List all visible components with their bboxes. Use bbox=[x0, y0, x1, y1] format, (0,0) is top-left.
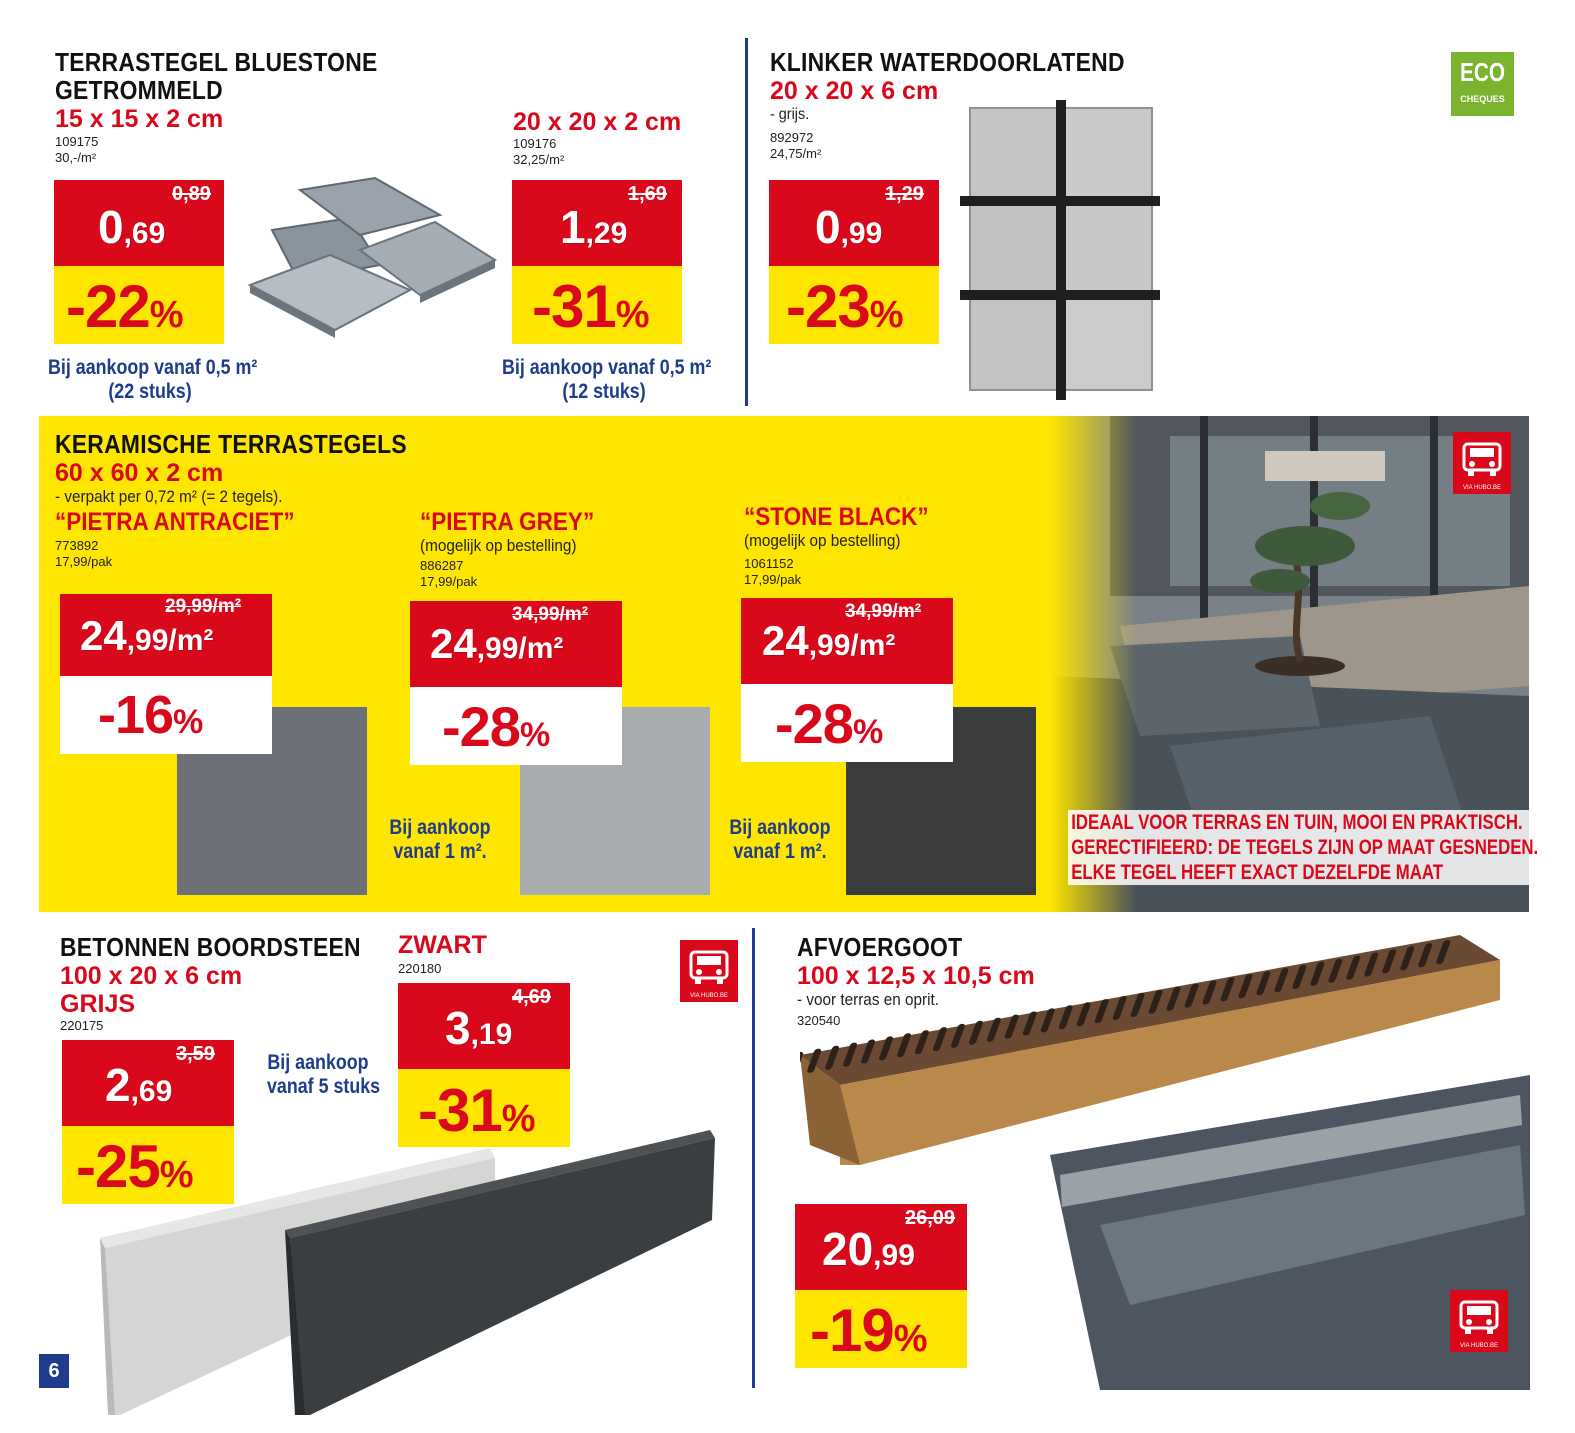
bluestone-v1-note-2: (22 stuks) bbox=[108, 380, 192, 403]
price-dec: ,69 bbox=[130, 1075, 173, 1108]
price-dec: ,99 bbox=[873, 1239, 915, 1272]
bluestone-title-2: GETROMMELD bbox=[55, 75, 223, 105]
discount: -19 bbox=[810, 1297, 894, 1364]
truck-label: VIA HUBO.BE bbox=[1459, 1343, 1498, 1349]
percent: % bbox=[149, 294, 184, 336]
p2-code: 886287 bbox=[420, 558, 464, 573]
afvoergoot-dims: 100 x 12,5 x 10,5 cm bbox=[797, 962, 1035, 990]
percent: % bbox=[173, 703, 204, 741]
old-price: 4,69 bbox=[512, 986, 551, 1008]
klinker-desc: - grijs. bbox=[770, 106, 810, 123]
price-int: 0 bbox=[98, 201, 124, 253]
klinker-pavers-image bbox=[960, 100, 1160, 400]
p3-note-1: Bij aankoop bbox=[729, 816, 831, 839]
discount: -28 bbox=[775, 692, 853, 755]
old-price: 34,99/m² bbox=[512, 604, 589, 625]
delivery-truck-icon bbox=[1450, 1290, 1508, 1352]
p2-sub: (mogelijk op bestelling) bbox=[420, 536, 577, 555]
percent: % bbox=[615, 294, 650, 336]
klinker-dims: 20 x 20 x 6 cm bbox=[770, 77, 939, 105]
percent: % bbox=[159, 1154, 194, 1196]
bluestone-title-1: TERRASTEGEL BLUESTONE bbox=[55, 47, 378, 77]
p1-unit: 17,99/pak bbox=[55, 554, 113, 569]
percent: % bbox=[852, 713, 884, 751]
discount: -25 bbox=[76, 1133, 160, 1200]
delivery-truck-icon bbox=[680, 940, 738, 1002]
p2-note-1: Bij aankoop bbox=[389, 816, 491, 839]
price-int: 0 bbox=[815, 201, 841, 253]
boordsteen-note-2: vanaf 5 stuks bbox=[267, 1075, 381, 1098]
grijs-code: 220175 bbox=[60, 1018, 104, 1033]
bluestone-v2-note-1: Bij aankoop vanaf 0,5 m² bbox=[502, 356, 712, 379]
price-int: 3 bbox=[445, 1002, 471, 1054]
price-dec: ,99/m² bbox=[808, 629, 896, 662]
discount: -31 bbox=[418, 1077, 502, 1144]
old-price: 34,99/m² bbox=[845, 601, 922, 622]
boordsteen-dims: 100 x 20 x 6 cm bbox=[60, 962, 243, 990]
old-price: 29,99/m² bbox=[165, 596, 242, 617]
percent: % bbox=[501, 1098, 536, 1140]
old-price: 1,69 bbox=[628, 183, 667, 205]
zwart-label: ZWART bbox=[398, 931, 487, 959]
old-price: 1,29 bbox=[885, 183, 924, 205]
old-price: 3,59 bbox=[176, 1043, 215, 1065]
eco-line2: CHEQUES bbox=[1460, 94, 1505, 104]
bluestone-tiles-image bbox=[240, 160, 500, 340]
afvoergoot-title: AFVOERGOOT bbox=[797, 932, 963, 962]
boordsteen-note-1: Bij aankoop bbox=[267, 1051, 369, 1074]
p1-name: “PIETRA ANTRACIET” bbox=[55, 508, 295, 536]
price-dec: ,19 bbox=[470, 1018, 513, 1051]
p3-code: 1061152 bbox=[744, 556, 794, 571]
price-dec: ,29 bbox=[585, 217, 628, 250]
price-int: 1 bbox=[560, 201, 586, 253]
bluestone-v1-unit: 30,-/m² bbox=[55, 150, 97, 165]
afvoergoot-code: 320540 bbox=[797, 1013, 841, 1028]
p3-name: “STONE BLACK” bbox=[744, 503, 929, 531]
price-int: 24 bbox=[80, 612, 127, 659]
p3-sub: (mogelijk op bestelling) bbox=[744, 531, 901, 550]
keramisch-dims: 60 x 60 x 2 cm bbox=[55, 459, 224, 487]
zwart-code: 220180 bbox=[398, 961, 442, 976]
discount: -22 bbox=[66, 273, 150, 340]
price-int: 20 bbox=[822, 1223, 874, 1275]
price-int: 24 bbox=[430, 620, 477, 667]
bluestone-v2-note-2: (12 stuks) bbox=[562, 380, 646, 403]
p2-note-2: vanaf 1 m². bbox=[393, 840, 487, 863]
discount: -31 bbox=[532, 273, 616, 340]
price-dec: ,99 bbox=[840, 217, 883, 250]
truck-label: VIA HUBO.BE bbox=[1462, 485, 1501, 491]
p3-note-2: vanaf 1 m². bbox=[733, 840, 827, 863]
delivery-truck-icon bbox=[1453, 432, 1511, 494]
old-price: 0,89 bbox=[172, 183, 211, 205]
p2-name: “PIETRA GREY” bbox=[420, 508, 595, 536]
p1-code: 773892 bbox=[55, 538, 99, 553]
afvoergoot-desc: - voor terras en oprit. bbox=[797, 990, 940, 1009]
percent: % bbox=[869, 294, 904, 336]
keramisch-banner bbox=[1068, 810, 1575, 885]
bluestone-v1-code: 109175 bbox=[55, 134, 99, 149]
price-int: 2 bbox=[105, 1059, 131, 1111]
price-dec: ,99/m² bbox=[476, 632, 564, 665]
bluestone-v2-code: 109176 bbox=[513, 136, 557, 151]
bluestone-v1-dims: 15 x 15 x 2 cm bbox=[55, 105, 224, 133]
bluestone-v2-unit: 32,25/m² bbox=[513, 152, 565, 167]
discount: -16 bbox=[98, 685, 174, 745]
truck-label: VIA HUBO.BE bbox=[689, 993, 728, 999]
klinker-code: 892972 bbox=[770, 130, 814, 145]
banner-line-2: GERECTIFIEERD: DE TEGELS ZIJN OP MAAT GESNEDEN. bbox=[1068, 835, 1541, 860]
bluestone-v1-note-1: Bij aankoop vanaf 0,5 m² bbox=[48, 356, 258, 379]
percent: % bbox=[519, 716, 551, 754]
price-dec: ,69 bbox=[123, 217, 166, 250]
grijs-label: GRIJS bbox=[60, 990, 136, 1018]
section-divider-top bbox=[745, 38, 748, 406]
boordsteen-title: BETONNEN BOORDSTEEN bbox=[60, 932, 361, 962]
section-divider-bottom bbox=[752, 928, 755, 1388]
eco-cheques-badge bbox=[1451, 52, 1514, 116]
p2-unit: 17,99/pak bbox=[420, 574, 478, 589]
old-price: 26,09 bbox=[905, 1207, 956, 1229]
eco-line1: ECO bbox=[1459, 57, 1506, 87]
price-int: 24 bbox=[762, 617, 809, 664]
klinker-title: KLINKER WATERDOORLATEND bbox=[770, 47, 1125, 77]
keramisch-title: KERAMISCHE TERRASTEGELS bbox=[55, 429, 407, 459]
klinker-unit: 24,75/m² bbox=[770, 146, 822, 161]
percent: % bbox=[893, 1318, 928, 1360]
price-dec: ,99/m² bbox=[126, 624, 214, 657]
keramisch-desc: - verpakt per 0,72 m² (= 2 tegels). bbox=[55, 487, 283, 506]
discount: -28 bbox=[442, 695, 520, 758]
banner-line-3: ELKE TEGEL HEEFT EXACT DEZELFDE MAAT bbox=[1068, 860, 1541, 885]
bluestone-v2-dims: 20 x 20 x 2 cm bbox=[513, 108, 682, 136]
banner-line-1: IDEAAL VOOR TERRAS EN TUIN, MOOI EN PRAKTISCH. bbox=[1068, 810, 1541, 835]
discount: -23 bbox=[786, 273, 870, 340]
p3-unit: 17,99/pak bbox=[744, 572, 802, 587]
page-number: 6 bbox=[39, 1354, 69, 1388]
